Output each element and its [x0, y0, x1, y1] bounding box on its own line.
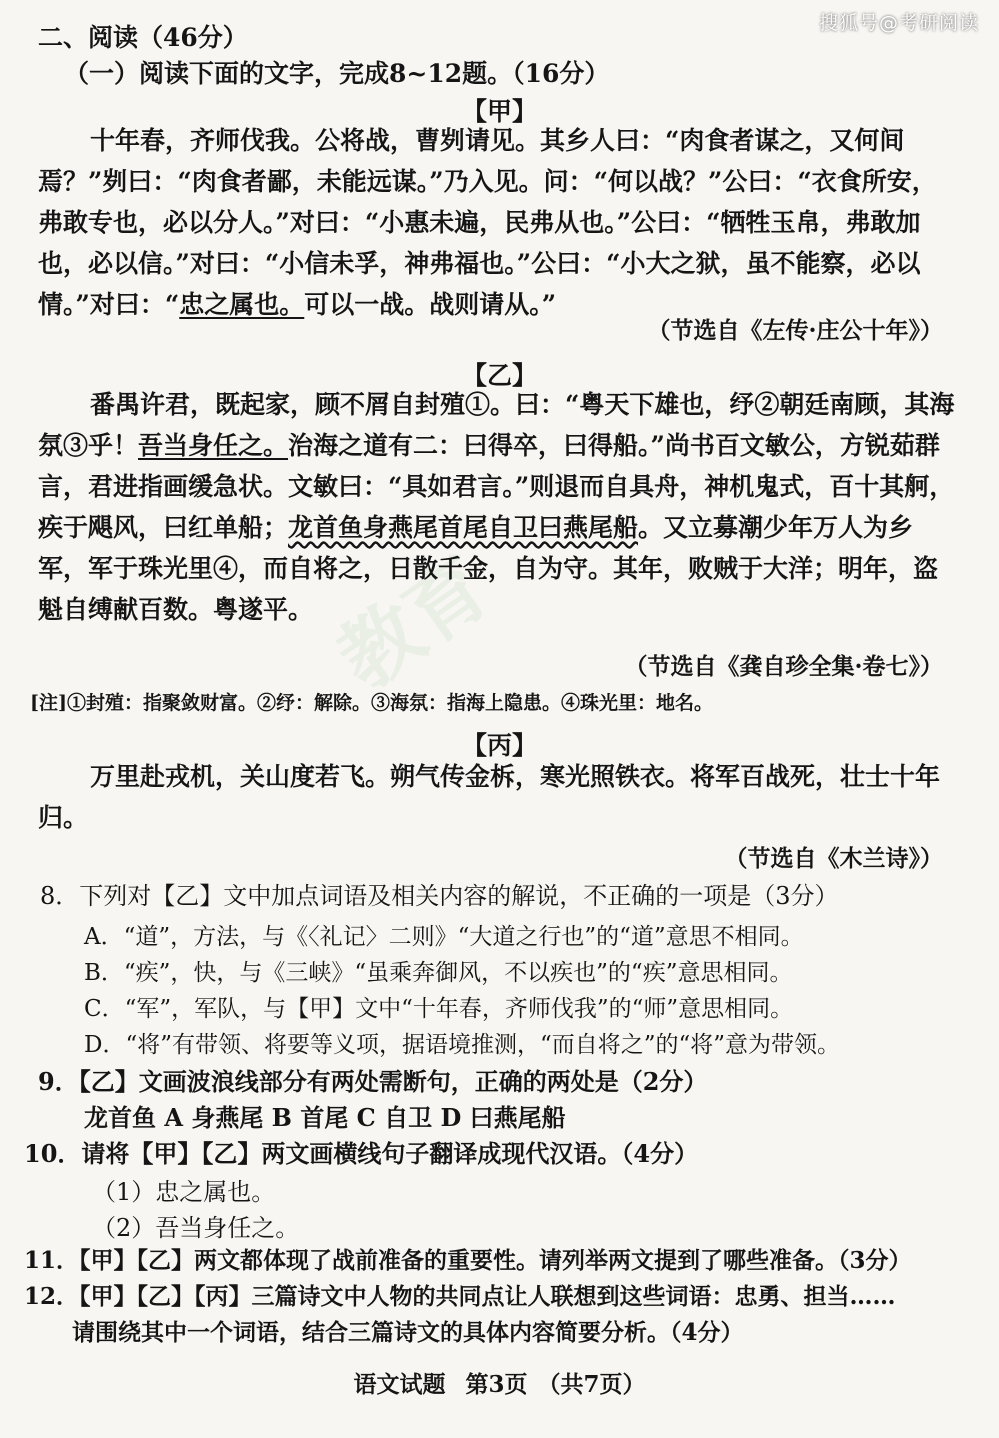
underlined-sentence-yi: 吾当身任之。 [138, 431, 289, 460]
background-watermark: 教育 [321, 539, 507, 708]
watermark: 搜狐号@考研阅读 [818, 12, 979, 34]
footer-subject: 语文试题 [353, 1371, 446, 1398]
passage-bing [38, 756, 956, 838]
question-8-option-c: C．“军”，军队，与【甲】文中“十年春，齐师伐我”的“师”意思相同。 [84, 996, 794, 1022]
question-9: 9．【乙】文画波浪线部分有两处需断句，正确的两处是（2分） [38, 1067, 708, 1096]
passage-jia-text: 十年春，齐师伐我。公将战，曹刿请见。其乡人曰：“肉食者谋之，又何间焉？”刿曰：“肉食者鄙，未能远谋。”乃入见。问：“何以战？”公曰：“衣食所安，弗敢专也，必以分人。”对曰：“小惠未遍，民弗从也。”公曰：“牺牲玉帛，弗敢加也，必以信。”对曰：“小信未孚，神弗福也。”公曰：“小大之狱，虽不能察，必以情。”对曰：“ [38, 126, 937, 319]
question-12: 12．【甲】【乙】【丙】三篇诗文中人物的共同点让人联想到这些词语：忠勇、担当…… [24, 1283, 896, 1310]
question-8-option-a: A．“道”，方法，与《〈礼记〉二则》“大道之行也”的“道”意思不相同。 [84, 924, 804, 950]
question-10: 10．请将【甲】【乙】两文画横线句子翻译成现代汉语。（4分） [24, 1139, 699, 1168]
page-footer [0, 1366, 999, 1399]
passage-jia-heading: 【甲】 [461, 97, 537, 126]
passage-yi [38, 384, 956, 630]
passage-yi-text-1: 番禺许君，既起家，顾不屑自封殖①。曰：“粤天下雄也，纾②朝廷南顾，其海氛③乎！ [38, 390, 955, 460]
passage-yi-source: （节选自《龚自珍全集·卷七》） [624, 653, 943, 680]
passage-yi-text-2: 治海之道有二：曰得卒，曰得船。”尚书百文敏公，方锐茹群言，君进指画缓急状。文敏曰：“具如君言。”则退而自具舟，神机鬼式，百十其舸，疾于飓风，曰红单船； [38, 431, 955, 542]
question-8: 8．下列对【乙】文中加点词语及相关内容的解说，不正确的一项是（3分） [40, 882, 839, 910]
question-8-option-d: D．“将”有带领、将要等义项，据语境推测，“而自将之”的“将”意为带领。 [84, 1032, 840, 1058]
question-10-item-2: （2）吾当身任之。 [92, 1214, 300, 1242]
passage-bing-source: （节选自《木兰诗》） [724, 845, 943, 872]
question-12-continued: 请围绕其中一个词语，结合三篇诗文的具体内容简要分析。（4分） [72, 1319, 744, 1346]
passage-jia-text-end: 可以一战。战则请从。” [304, 290, 557, 319]
passage-jia-source: （节选自《左传·庄公十年》） [647, 317, 943, 344]
subsection-instruction: （一）阅读下面的文字，完成8~12题。（16分） [64, 59, 610, 88]
question-9-sentence: 龙首鱼 A 身燕尾 B 首尾 C 自卫 D 曰燕尾船 [84, 1103, 566, 1132]
underlined-sentence-jia: 忠之属也。 [179, 290, 305, 319]
section-title: 二、阅读（46分） [38, 23, 248, 52]
footer-total: （共7页） [537, 1371, 646, 1398]
passage-bing-heading: 【丙】 [461, 731, 537, 760]
passage-yi-heading: 【乙】 [461, 361, 537, 390]
wavy-line-segment: 龙首鱼身燕尾首尾自卫曰燕尾船 [288, 513, 639, 542]
annotation-note: [注]①封殖：指聚敛财富。②纾：解除。③海氛：指海上隐患。④珠光里：地名。 [30, 692, 713, 714]
question-8-option-b: B．“疾”，快，与《三峡》“虽乘奔御风，不以疾也”的“疾”意思相同。 [84, 960, 793, 986]
passage-yi-text-3: 。又立募潮少年万人为乡军，军于珠光里④，而自将之，日散千金，自为守。其年，败贼于大洋；明年，盗魁自缚献百数。粤遂平。 [38, 513, 939, 624]
question-11: 11．【甲】【乙】两文都体现了战前准备的重要性。请列举两文提到了哪些准备。（3分） [24, 1247, 912, 1274]
passage-bing-text: 万里赴戎机，关山度若飞。朔气传金柝，寒光照铁衣。将军百战死，壮士十年归。 [38, 762, 941, 832]
question-10-item-1: （1）忠之属也。 [92, 1178, 276, 1206]
footer-page: 第3页 [465, 1371, 528, 1398]
passage-jia [38, 120, 956, 325]
